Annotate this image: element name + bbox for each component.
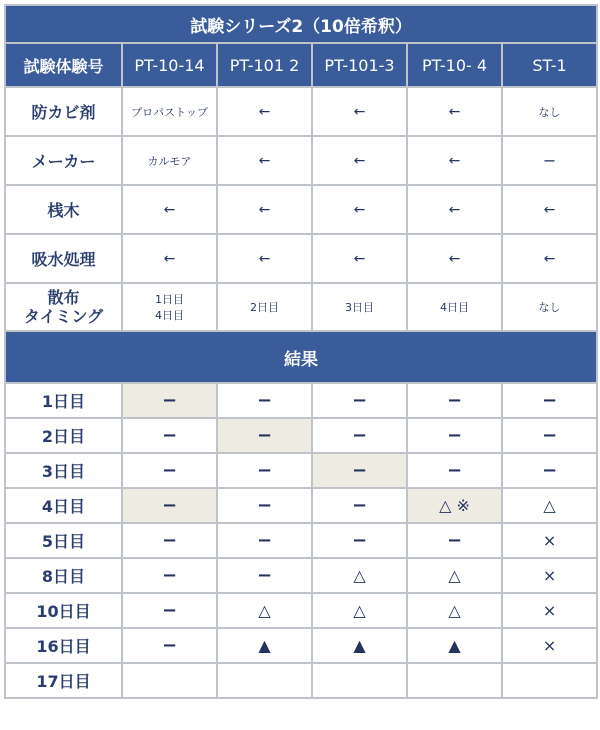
spec-cell: ← xyxy=(217,136,312,185)
result-cell: − xyxy=(122,453,217,488)
result-cell: − xyxy=(122,488,217,523)
spec-cell xyxy=(122,283,217,331)
result-cell: × xyxy=(502,523,597,558)
result-label: 3日目 xyxy=(5,453,122,488)
result-cell: − xyxy=(502,453,597,488)
spec-cell: ← xyxy=(217,234,312,283)
spec-cell: 2日目 xyxy=(217,283,312,331)
result-label: 8日目 xyxy=(5,558,122,593)
result-row xyxy=(5,593,597,628)
result-row xyxy=(5,453,597,488)
title-row xyxy=(5,5,597,43)
result-label: 17日目 xyxy=(5,663,122,698)
result-cell: × xyxy=(502,558,597,593)
result-label: 1日目 xyxy=(5,383,122,418)
result-row xyxy=(5,558,597,593)
spec-row-maker xyxy=(5,136,597,185)
spec-cell: ← xyxy=(122,185,217,234)
result-label: 2日目 xyxy=(5,418,122,453)
results-title: 結果 xyxy=(5,331,597,383)
result-cell xyxy=(502,663,597,698)
column-header: ST-1 xyxy=(502,43,597,87)
spec-row-water-absorption xyxy=(5,234,597,283)
spec-row-timing xyxy=(5,283,597,331)
spec-cell: ← xyxy=(122,234,217,283)
result-label: 4日目 xyxy=(5,488,122,523)
timing-cell-line: 1日目 xyxy=(155,293,184,306)
spec-cell: ← xyxy=(312,136,407,185)
result-cell xyxy=(122,663,217,698)
results-table xyxy=(4,4,598,699)
spec-cell: ← xyxy=(502,234,597,283)
result-cell: − xyxy=(217,558,312,593)
result-row xyxy=(5,383,597,418)
result-cell: − xyxy=(217,488,312,523)
row-label-header: 試験体験号 xyxy=(5,43,122,87)
spec-cell: ← xyxy=(502,185,597,234)
spec-label xyxy=(5,283,122,331)
result-row xyxy=(5,523,597,558)
column-header: PT-101 2 xyxy=(217,43,312,87)
result-cell xyxy=(217,663,312,698)
result-cell: △ xyxy=(312,593,407,628)
result-row xyxy=(5,418,597,453)
result-cell: △ xyxy=(407,558,502,593)
result-cell: − xyxy=(312,418,407,453)
result-cell: − xyxy=(217,523,312,558)
result-cell: △ xyxy=(312,558,407,593)
result-cell: − xyxy=(217,383,312,418)
spec-cell: なし xyxy=(502,283,597,331)
spec-label: 桟木 xyxy=(5,185,122,234)
result-cell: − xyxy=(407,383,502,418)
spec-cell: 3日目 xyxy=(312,283,407,331)
spec-label: メーカー xyxy=(5,136,122,185)
result-cell: − xyxy=(122,418,217,453)
result-cell: △ xyxy=(217,593,312,628)
result-cell: − xyxy=(407,418,502,453)
spec-cell: なし xyxy=(502,87,597,136)
spec-cell: ← xyxy=(407,136,502,185)
result-cell: − xyxy=(122,523,217,558)
result-cell: − xyxy=(502,418,597,453)
result-cell: − xyxy=(122,628,217,663)
result-label: 10日目 xyxy=(5,593,122,628)
timing-label-line: タイミング xyxy=(23,307,104,326)
result-cell: − xyxy=(217,418,312,453)
spec-cell: ← xyxy=(407,87,502,136)
spec-cell: ← xyxy=(407,234,502,283)
result-cell: − xyxy=(407,453,502,488)
result-cell: ▲ xyxy=(312,628,407,663)
column-header-row xyxy=(5,43,597,87)
spec-cell: − xyxy=(502,136,597,185)
spec-cell: ← xyxy=(217,87,312,136)
result-cell: △ xyxy=(502,488,597,523)
result-cell: − xyxy=(312,383,407,418)
spec-cell: ← xyxy=(312,185,407,234)
timing-label-line: 散布 xyxy=(47,288,80,307)
result-row xyxy=(5,663,597,698)
result-cell: △ ※ xyxy=(407,488,502,523)
table-title: 試験シリーズ2（10倍希釈） xyxy=(5,5,597,43)
result-cell: ▲ xyxy=(217,628,312,663)
spec-cell: 4日目 xyxy=(407,283,502,331)
result-cell: − xyxy=(502,383,597,418)
column-header: PT-10-14 xyxy=(122,43,217,87)
timing-cell-line: 4日目 xyxy=(155,309,184,322)
result-label: 5日目 xyxy=(5,523,122,558)
result-row xyxy=(5,628,597,663)
spec-cell: カルモア xyxy=(122,136,217,185)
result-cell: − xyxy=(122,593,217,628)
column-header: PT-101-3 xyxy=(312,43,407,87)
result-cell: − xyxy=(407,523,502,558)
result-cell: − xyxy=(217,453,312,488)
spec-cell: ← xyxy=(217,185,312,234)
result-cell: − xyxy=(312,523,407,558)
spec-cell: ← xyxy=(312,87,407,136)
result-cell xyxy=(407,663,502,698)
result-label: 16日目 xyxy=(5,628,122,663)
result-cell: − xyxy=(312,453,407,488)
spec-row-fungicide xyxy=(5,87,597,136)
result-row xyxy=(5,488,597,523)
spec-label: 防カビ剤 xyxy=(5,87,122,136)
result-cell: △ xyxy=(407,593,502,628)
column-header: PT-10- 4 xyxy=(407,43,502,87)
results-title-row xyxy=(5,331,597,383)
result-cell: ▲ xyxy=(407,628,502,663)
spec-row-stickers xyxy=(5,185,597,234)
result-cell xyxy=(312,663,407,698)
spec-label: 吸水処理 xyxy=(5,234,122,283)
result-cell: − xyxy=(122,383,217,418)
result-cell: − xyxy=(312,488,407,523)
spec-cell: プロパストップ xyxy=(122,87,217,136)
result-cell: − xyxy=(122,558,217,593)
result-cell: × xyxy=(502,593,597,628)
spec-cell: ← xyxy=(312,234,407,283)
spec-cell: ← xyxy=(407,185,502,234)
result-cell: × xyxy=(502,628,597,663)
